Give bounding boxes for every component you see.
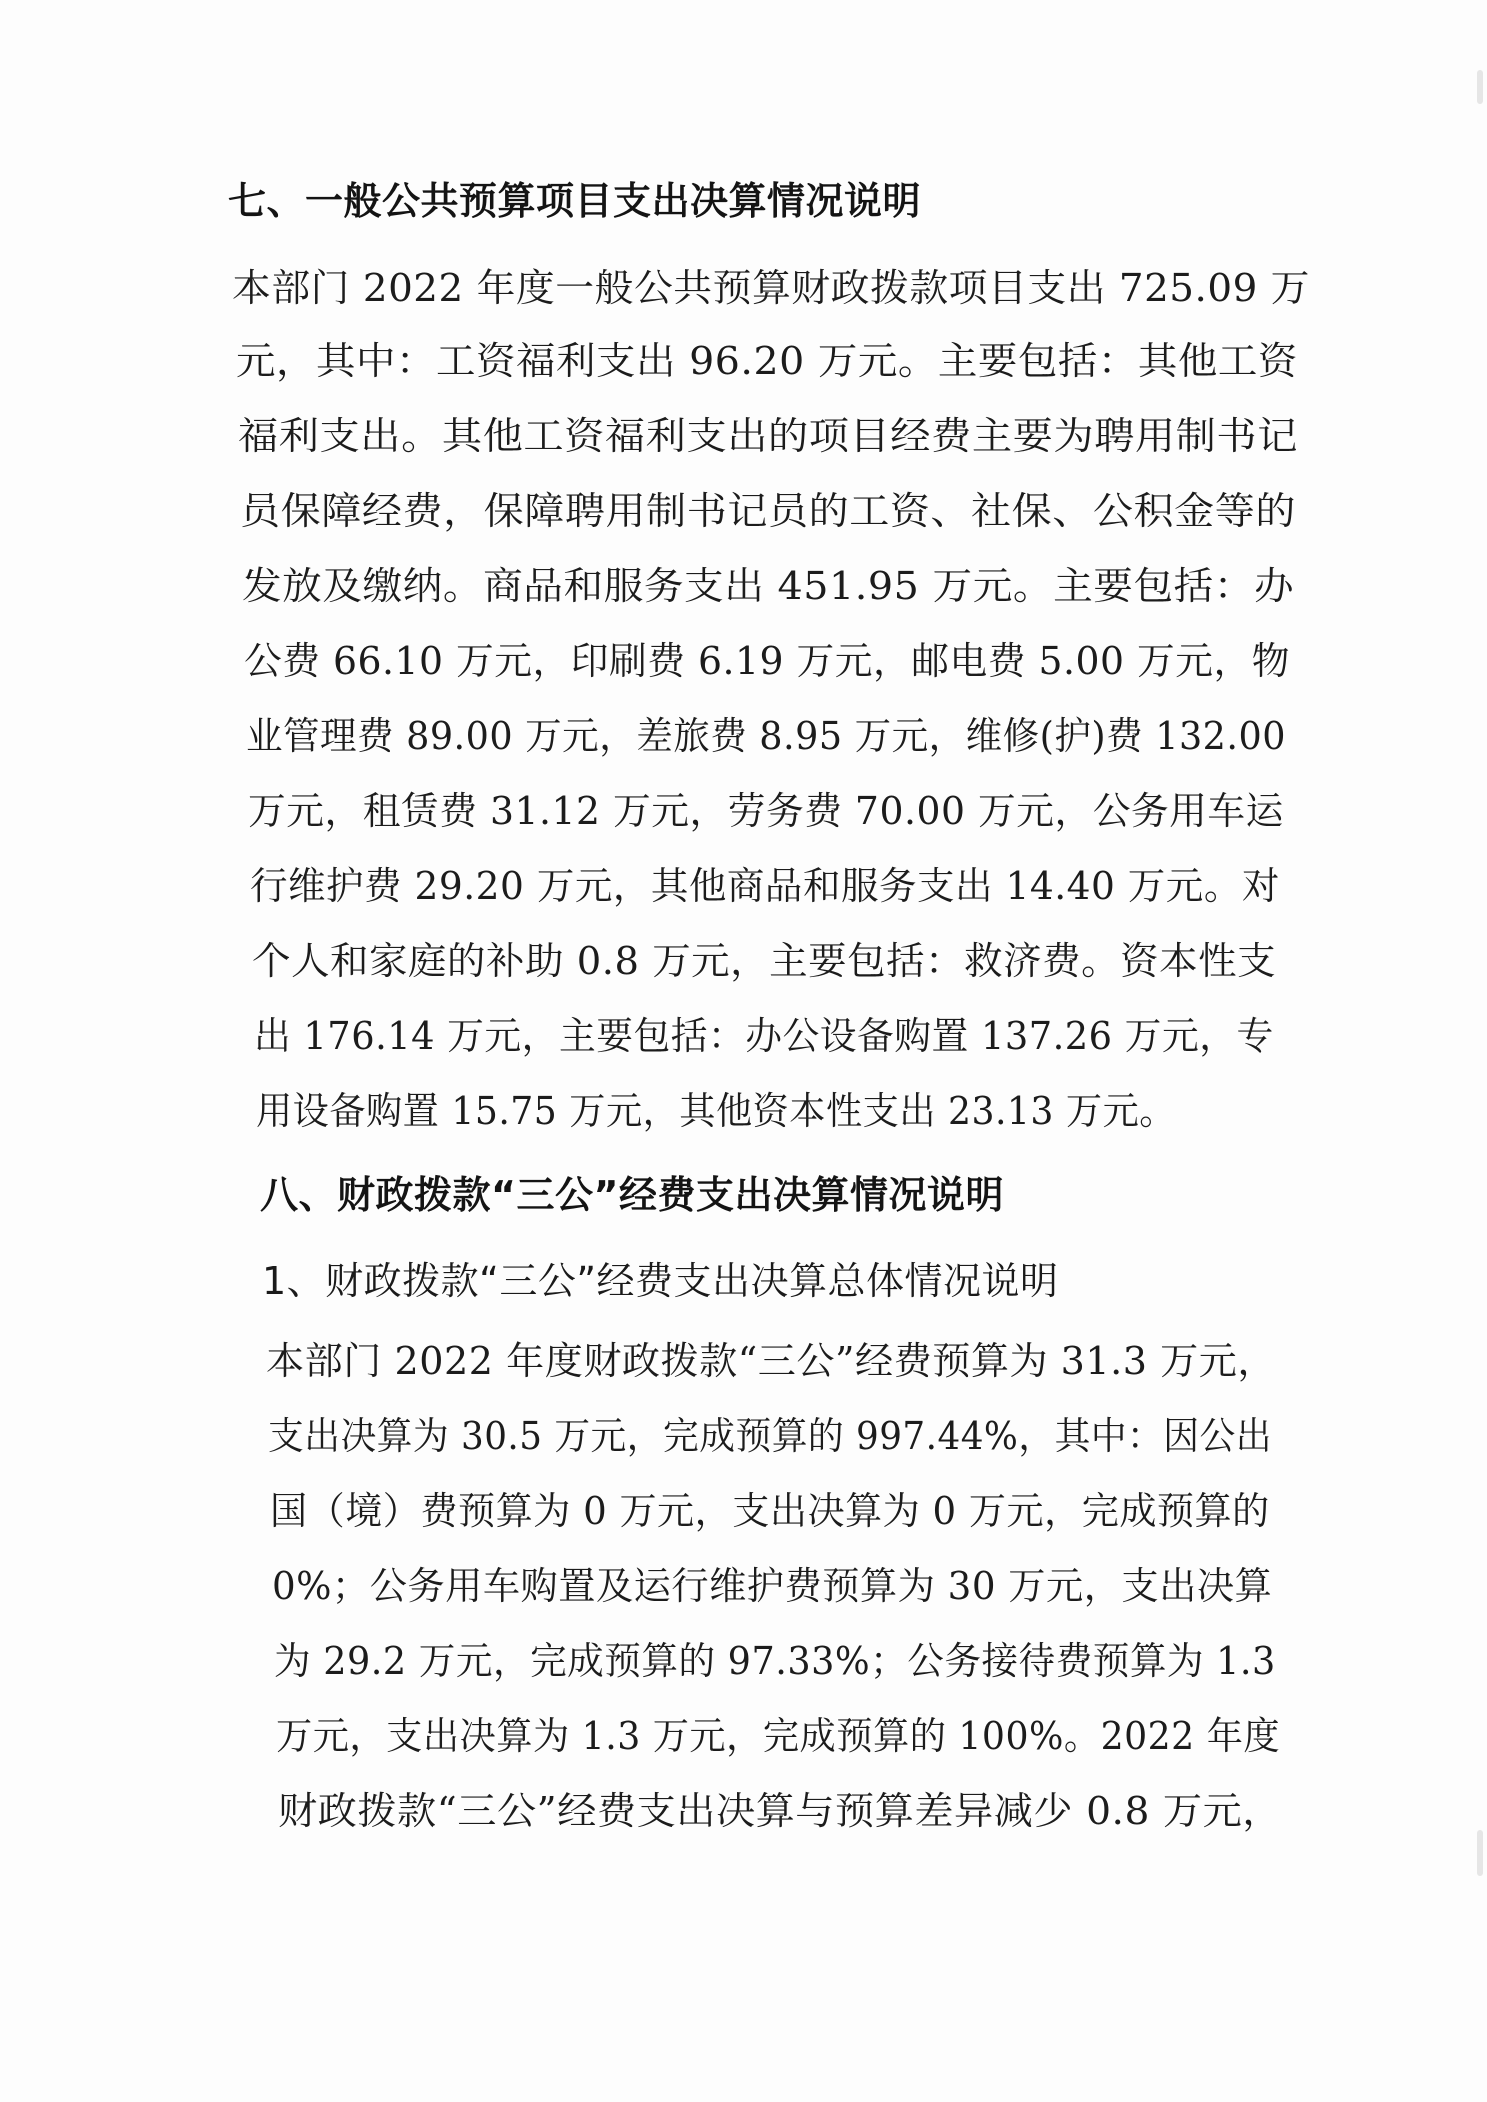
section-8-line-3: 国（境）费预算为 0 万元，支出决算为 0 万元，完成预算的 bbox=[270, 1489, 1270, 1533]
section-7-line-3: 福利支出。其他工资福利支出的项目经费主要为聘用制书记 bbox=[238, 414, 1298, 458]
section-8-heading: 八、财政拨款“三公”经费支出决算情况说明 bbox=[260, 1173, 1004, 1217]
section-7-line-5: 发放及缴纳。商品和服务支出 451.95 万元。主要包括：办 bbox=[242, 564, 1295, 608]
section-7-line-10: 个人和家庭的补助 0.8 万元，主要包括：救济费。资本性支 bbox=[252, 939, 1277, 983]
section-7-line-6: 公费 66.10 万元，印刷费 6.19 万元，邮电费 5.00 万元，物 bbox=[244, 639, 1291, 683]
section-8-line-4: 0%；公务用车购置及运行维护费预算为 30 万元，支出决算 bbox=[272, 1564, 1273, 1608]
section-8-line-7: 财政拨款“三公”经费支出决算与预算差异减少 0.8 万元， bbox=[278, 1789, 1282, 1833]
scan-edge-mark-top bbox=[1477, 70, 1483, 104]
section-7-line-8: 万元，租赁费 31.12 万元，劳务费 70.00 万元，公务用车运 bbox=[248, 789, 1284, 833]
section-7-line-4: 员保障经费，保障聘用制书记员的工资、社保、公积金等的 bbox=[240, 489, 1296, 533]
section-8-line-1: 本部门 2022 年度财政拨款“三公”经费预算为 31.3 万元， bbox=[266, 1339, 1277, 1383]
section-7-heading: 七、一般公共预算项目支出决算情况说明 bbox=[228, 179, 922, 223]
section-7-line-11: 出 176.14 万元，主要包括：办公设备购置 137.26 万元，专 bbox=[254, 1014, 1274, 1058]
section-7-line-12: 用设备购置 15.75 万元，其他资本性支出 23.13 万元。 bbox=[256, 1089, 1176, 1133]
section-7-line-9: 行维护费 29.20 万元，其他商品和服务支出 14.40 万元。对 bbox=[250, 864, 1280, 908]
scan-edge-mark-bottom bbox=[1477, 1830, 1483, 1876]
section-7-line-2: 元，其中：工资福利支出 96.20 万元。主要包括：其他工资 bbox=[236, 339, 1298, 383]
section-8-line-5: 为 29.2 万元，完成预算的 97.33%；公务接待费预算为 1.3 bbox=[274, 1639, 1276, 1683]
section-7-line-1: 本部门 2022 年度一般公共预算财政拨款项目支出 725.09 万 bbox=[232, 266, 1310, 310]
section-8-subheading: 1、财政拨款“三公”经费支出决算总体情况说明 bbox=[262, 1259, 1059, 1303]
section-8-line-6: 万元，支出决算为 1.3 万元，完成预算的 100%。2022 年度 bbox=[276, 1714, 1281, 1758]
section-7-line-7: 业管理费 89.00 万元，差旅费 8.95 万元，维修(护)费 132.00 bbox=[246, 714, 1286, 758]
section-8-line-2: 支出决算为 30.5 万元，完成预算的 997.44%，其中：因公出 bbox=[268, 1414, 1272, 1458]
